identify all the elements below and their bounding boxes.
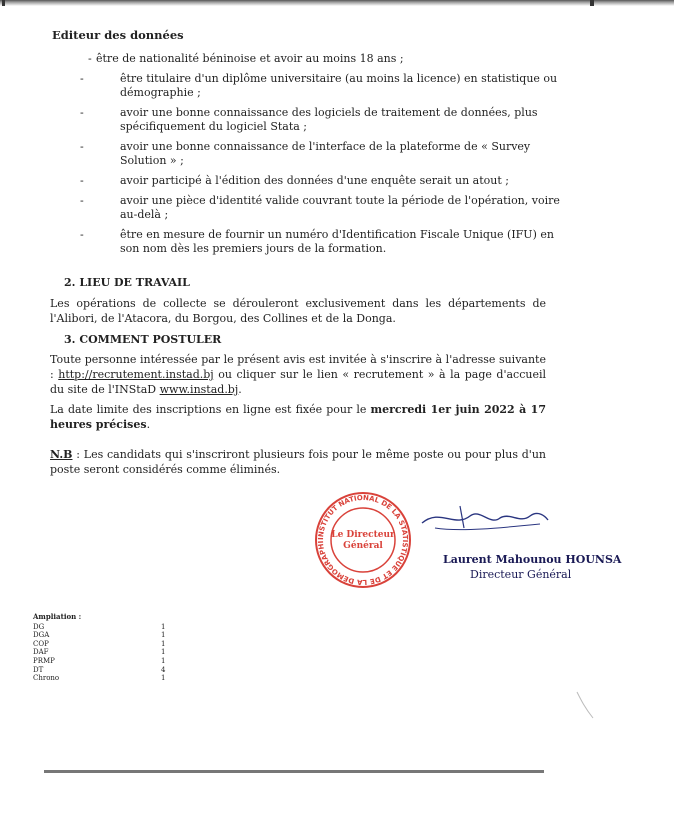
nb-note: N.B : Les candidats qui s'inscriront plusieurs fois pour le même poste ou pour plus d'un poste seront considérés comme éliminés. bbox=[50, 448, 546, 476]
list-item: - avoir une bonne connaissance des logiciels de traitement de données, plus spécifiquement du logiciel Stata ; bbox=[80, 106, 538, 133]
scan-top-edge bbox=[0, 0, 674, 6]
instad-site-link[interactable]: www.instad.bj bbox=[159, 383, 239, 396]
ampliation-title: Ampliation : bbox=[33, 612, 82, 621]
list-item: - avoir participé à l'édition des données d'une enquête serait un atout ; bbox=[80, 174, 509, 187]
how-to-apply-text: Toute personne intéressée par le présent avis est invitée à s'inscrire à l'adresse suivante : http://recrutement.instad.bj ou cliquer sur le lien « recrutement » à la page d'accueil du site de l'INStaD www.instad.bj. bbox=[50, 353, 547, 396]
svg-text:INSTITUT NATIONAL DE LA STATIS: INSTITUT NATIONAL DE LA STATISTIQUE ET DE LA DÉMOGRAPHI bbox=[316, 493, 410, 587]
scan-mark bbox=[2, 0, 5, 6]
section-heading: Editeur des données bbox=[52, 28, 184, 42]
deadline-date: mercredi 1er juin 2022 à 17 heures précises bbox=[50, 403, 546, 431]
section-title-work-location: 2. LIEU DE TRAVAIL bbox=[64, 276, 190, 289]
footer-rule bbox=[44, 770, 544, 773]
list-item: COP 1 bbox=[33, 639, 166, 648]
section-title-how-to-apply: 3. COMMENT POSTULER bbox=[64, 333, 222, 346]
recruitment-link[interactable]: http://recrutement.instad.bj bbox=[58, 368, 214, 381]
ampliation-list bbox=[33, 613, 173, 683]
scan-smudge bbox=[575, 690, 595, 720]
svg-text:Général: Général bbox=[343, 541, 383, 551]
list-item: - avoir une pièce d'identité valide couvrant toute la période de l'opération, voire au-delà ; bbox=[80, 194, 560, 221]
deadline-text: La date limite des inscriptions en ligne est fixée pour le mercredi 1er juin 2022 à 17 heures précises. bbox=[50, 403, 546, 431]
list-item: - être en mesure de fournir un numéro d'Identification Fiscale Unique (IFU) en son nom dès les premiers jours de la formation. bbox=[80, 228, 554, 255]
list-item: - être de nationalité béninoise et avoir au moins 18 ans ; bbox=[88, 52, 404, 65]
work-location-text: Les opérations de collecte se dérouleront exclusivement dans les départements de l'Alibori, de l'Atacora, du Borgou, des Collines et de la Donga. bbox=[50, 297, 546, 325]
signer-name: Laurent Mahounou HOUNSA bbox=[443, 553, 622, 566]
svg-text:Le Directeur: Le Directeur bbox=[331, 530, 395, 540]
list-item: PRMP 1 bbox=[33, 656, 166, 665]
scan-mark bbox=[590, 0, 594, 6]
handwritten-signature bbox=[420, 498, 550, 538]
list-item: - avoir une bonne connaissance de l'interface de la plateforme de « Survey Solution » ; bbox=[80, 140, 531, 167]
nb-label: N.B bbox=[50, 448, 73, 461]
list-item: Chrono 1 bbox=[33, 674, 166, 683]
requirements-list bbox=[80, 52, 560, 262]
official-stamp bbox=[298, 490, 428, 590]
list-item: DG 1 bbox=[33, 622, 166, 631]
list-item: DAF 1 bbox=[33, 648, 166, 657]
list-item: DGA 1 bbox=[33, 631, 166, 640]
list-item: DT 4 bbox=[33, 665, 166, 674]
list-item: - être titulaire d'un diplôme universitaire (au moins la licence) en statistique ou démographie ; bbox=[80, 72, 558, 99]
signer-title: Directeur Général bbox=[470, 568, 572, 581]
